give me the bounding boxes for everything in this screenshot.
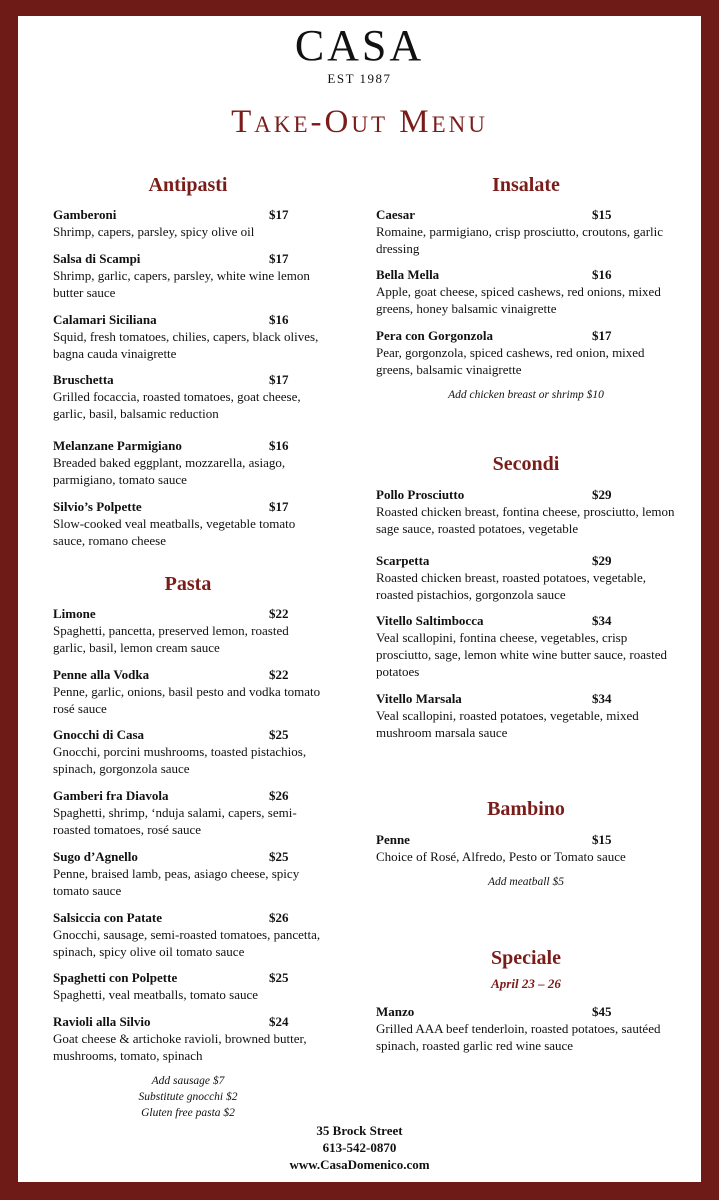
item-name: Caesar <box>376 207 415 222</box>
item-price: $17 <box>269 499 289 514</box>
phone-number: 613-542-0870 <box>322 1140 397 1155</box>
item-description: Squid, fresh tomatoes, chilies, capers, black olives, bagna cauda vinaigrette <box>53 329 319 361</box>
item-name: Penne <box>376 832 410 847</box>
menu-item <box>376 831 676 865</box>
item-description: Penne, garlic, onions, basil pesto and vodka tomato rosé sauce <box>53 684 321 716</box>
item-price: $25 <box>269 849 289 864</box>
item-description: Grilled AAA beef tenderloin, roasted potatoes, sautéed spinach, roasted garlic red wine sauce <box>376 1021 661 1053</box>
menu-item <box>53 311 323 362</box>
item-description: Slow-cooked veal meatballs, vegetable tomato sauce, romano cheese <box>53 516 296 548</box>
item-description: Apple, goat cheese, spiced cashews, red onions, mixed greens, honey balsamic vinaigrette <box>376 284 661 316</box>
item-description: Goat cheese & artichoke ravioli, browned butter, mushrooms, tomato, spinach <box>53 1031 307 1063</box>
item-price: $26 <box>269 910 289 925</box>
menu-item <box>376 486 676 537</box>
item-description: Roasted chicken breast, roasted potatoes, vegetable, roasted pistachios, gorgonzola sauce <box>376 570 647 602</box>
item-price: $22 <box>269 667 289 682</box>
item-name: Salsa di Scampi <box>53 251 141 266</box>
item-price: $22 <box>269 606 289 621</box>
item-name: Vitello Marsala <box>376 691 462 706</box>
item-name: Silvio’s Polpette <box>53 499 142 514</box>
brand-header <box>18 21 701 87</box>
item-name: Pera con Gorgonzola <box>376 328 493 343</box>
insalate-addon-note: Add chicken breast or shrimp $10 <box>448 389 604 401</box>
item-price: $15 <box>592 207 612 222</box>
item-description: Grilled focaccia, roasted tomatoes, goat cheese, garlic, basil, balsamic reduction <box>53 389 301 421</box>
menu-item <box>53 371 323 422</box>
item-price: $17 <box>592 328 612 343</box>
menu-item <box>53 250 323 301</box>
item-description: Spaghetti, pancetta, preserved lemon, roasted garlic, basil, lemon cream sauce <box>53 623 289 655</box>
pasta-addon-note <box>53 1073 323 1121</box>
item-price: $25 <box>269 727 289 742</box>
section-title-insalate: Insalate <box>492 174 560 196</box>
menu-item <box>376 1003 676 1054</box>
item-description: Penne, braised lamb, peas, asiago cheese, spicy tomato sauce <box>53 866 300 898</box>
item-description: Shrimp, garlic, capers, parsley, white wine lemon butter sauce <box>53 268 310 300</box>
item-description: Shrimp, capers, parsley, spicy olive oil <box>53 224 255 239</box>
menu-item <box>376 552 676 603</box>
item-description: Choice of Rosé, Alfredo, Pesto or Tomato sauce <box>376 849 626 864</box>
menu-item <box>53 909 323 960</box>
section-title-speciale: Speciale <box>491 947 561 969</box>
item-name: Gamberi fra Diavola <box>53 788 169 803</box>
item-price: $26 <box>269 788 289 803</box>
menu-item <box>376 690 676 741</box>
item-name: Ravioli alla Silvio <box>53 1014 151 1029</box>
item-name: Penne alla Vodka <box>53 667 150 682</box>
item-description: Spaghetti, veal meatballs, tomato sauce <box>53 987 259 1002</box>
item-name: Gamberoni <box>53 207 117 222</box>
menu-item <box>53 787 323 838</box>
item-price: $16 <box>269 312 289 327</box>
menu-item <box>53 726 323 777</box>
item-name: Gnocchi di Casa <box>53 727 145 742</box>
item-price: $24 <box>269 1014 289 1029</box>
item-price: $29 <box>592 553 612 568</box>
menu-item <box>376 327 676 378</box>
website-link[interactable]: www.CasaDomenico.com <box>289 1157 430 1172</box>
item-name: Pollo Prosciutto <box>376 487 465 502</box>
item-name: Calamari Siciliana <box>53 312 157 327</box>
section-title-secondi: Secondi <box>492 453 560 475</box>
item-description: Veal scallopini, fontina cheese, vegetables, crisp prosciutto, sage, lemon white wine butter sauce, roasted potatoes <box>376 630 667 679</box>
item-name: Bruschetta <box>53 372 114 387</box>
item-description: Romaine, parmigiano, crisp prosciutto, croutons, garlic dressing <box>376 224 664 256</box>
menu-title: Take-Out Menu <box>231 104 488 140</box>
brand-name: CASA <box>294 21 425 70</box>
item-name: Melanzane Parmigiano <box>53 438 182 453</box>
menu-item <box>376 206 676 257</box>
menu-item <box>53 498 323 549</box>
item-description: Veal scallopini, roasted potatoes, vegetable, mixed mushroom marsala sauce <box>376 708 639 740</box>
item-name: Limone <box>53 606 96 621</box>
speciale-dates: April 23 – 26 <box>491 976 561 991</box>
item-description: Roasted chicken breast, fontina cheese, prosciutto, lemon sage sauce, roasted potatoes, vegetable <box>376 504 675 536</box>
item-name: Sugo d’Agnello <box>53 849 138 864</box>
item-price: $34 <box>592 691 612 706</box>
menu-page <box>18 16 701 1182</box>
menu-item <box>53 206 323 240</box>
menu-item <box>53 605 323 656</box>
menu-item <box>53 848 323 899</box>
note-line: Substitute gnocchi $2 <box>138 1091 238 1103</box>
address: 35 Brock Street <box>316 1123 403 1138</box>
brand-established: EST 1987 <box>327 71 392 86</box>
item-price: $34 <box>592 613 612 628</box>
item-description: Pear, gorgonzola, spiced cashews, red onion, mixed greens, balsamic vinaigrette <box>376 345 645 377</box>
section-title-antipasti: Antipasti <box>148 174 228 196</box>
item-price: $17 <box>269 372 289 387</box>
note-line: Gluten free pasta $2 <box>141 1107 235 1119</box>
menu-item <box>53 666 323 717</box>
item-price: $16 <box>269 438 289 453</box>
menu-item <box>53 437 323 488</box>
item-description: Gnocchi, sausage, semi-roasted tomatoes, pancetta, spinach, spicy olive oil tomato sauce <box>53 927 321 959</box>
menu-item <box>376 612 676 680</box>
item-price: $15 <box>592 832 612 847</box>
item-price: $17 <box>269 207 289 222</box>
menu-item <box>53 1013 323 1064</box>
menu-item <box>376 266 676 317</box>
item-price: $45 <box>592 1004 612 1019</box>
section-title-pasta: Pasta <box>164 573 212 595</box>
item-name: Bella Mella <box>376 267 440 282</box>
item-price: $16 <box>592 267 612 282</box>
bambino-addon-note: Add meatball $5 <box>487 876 565 888</box>
menu-item <box>53 969 323 1003</box>
item-price: $25 <box>269 970 289 985</box>
note-line: Add sausage $7 <box>151 1075 225 1087</box>
item-name: Spaghetti con Polpette <box>53 970 178 985</box>
item-name: Scarpetta <box>376 553 430 568</box>
item-description: Spaghetti, shrimp, ‘nduja salami, capers, semi-roasted tomatoes, rosé sauce <box>53 805 297 837</box>
item-name: Manzo <box>376 1004 415 1019</box>
item-name: Salsiccia con Patate <box>53 910 163 925</box>
section-title-bambino: Bambino <box>487 798 565 820</box>
item-price: $29 <box>592 487 612 502</box>
contact-footer <box>18 1122 701 1173</box>
item-description: Gnocchi, porcini mushrooms, toasted pistachios, spinach, gorgonzola sauce <box>53 744 307 776</box>
item-price: $17 <box>269 251 289 266</box>
item-name: Vitello Saltimbocca <box>376 613 484 628</box>
item-description: Breaded baked eggplant, mozzarella, asiago, parmigiano, tomato sauce <box>53 455 286 487</box>
